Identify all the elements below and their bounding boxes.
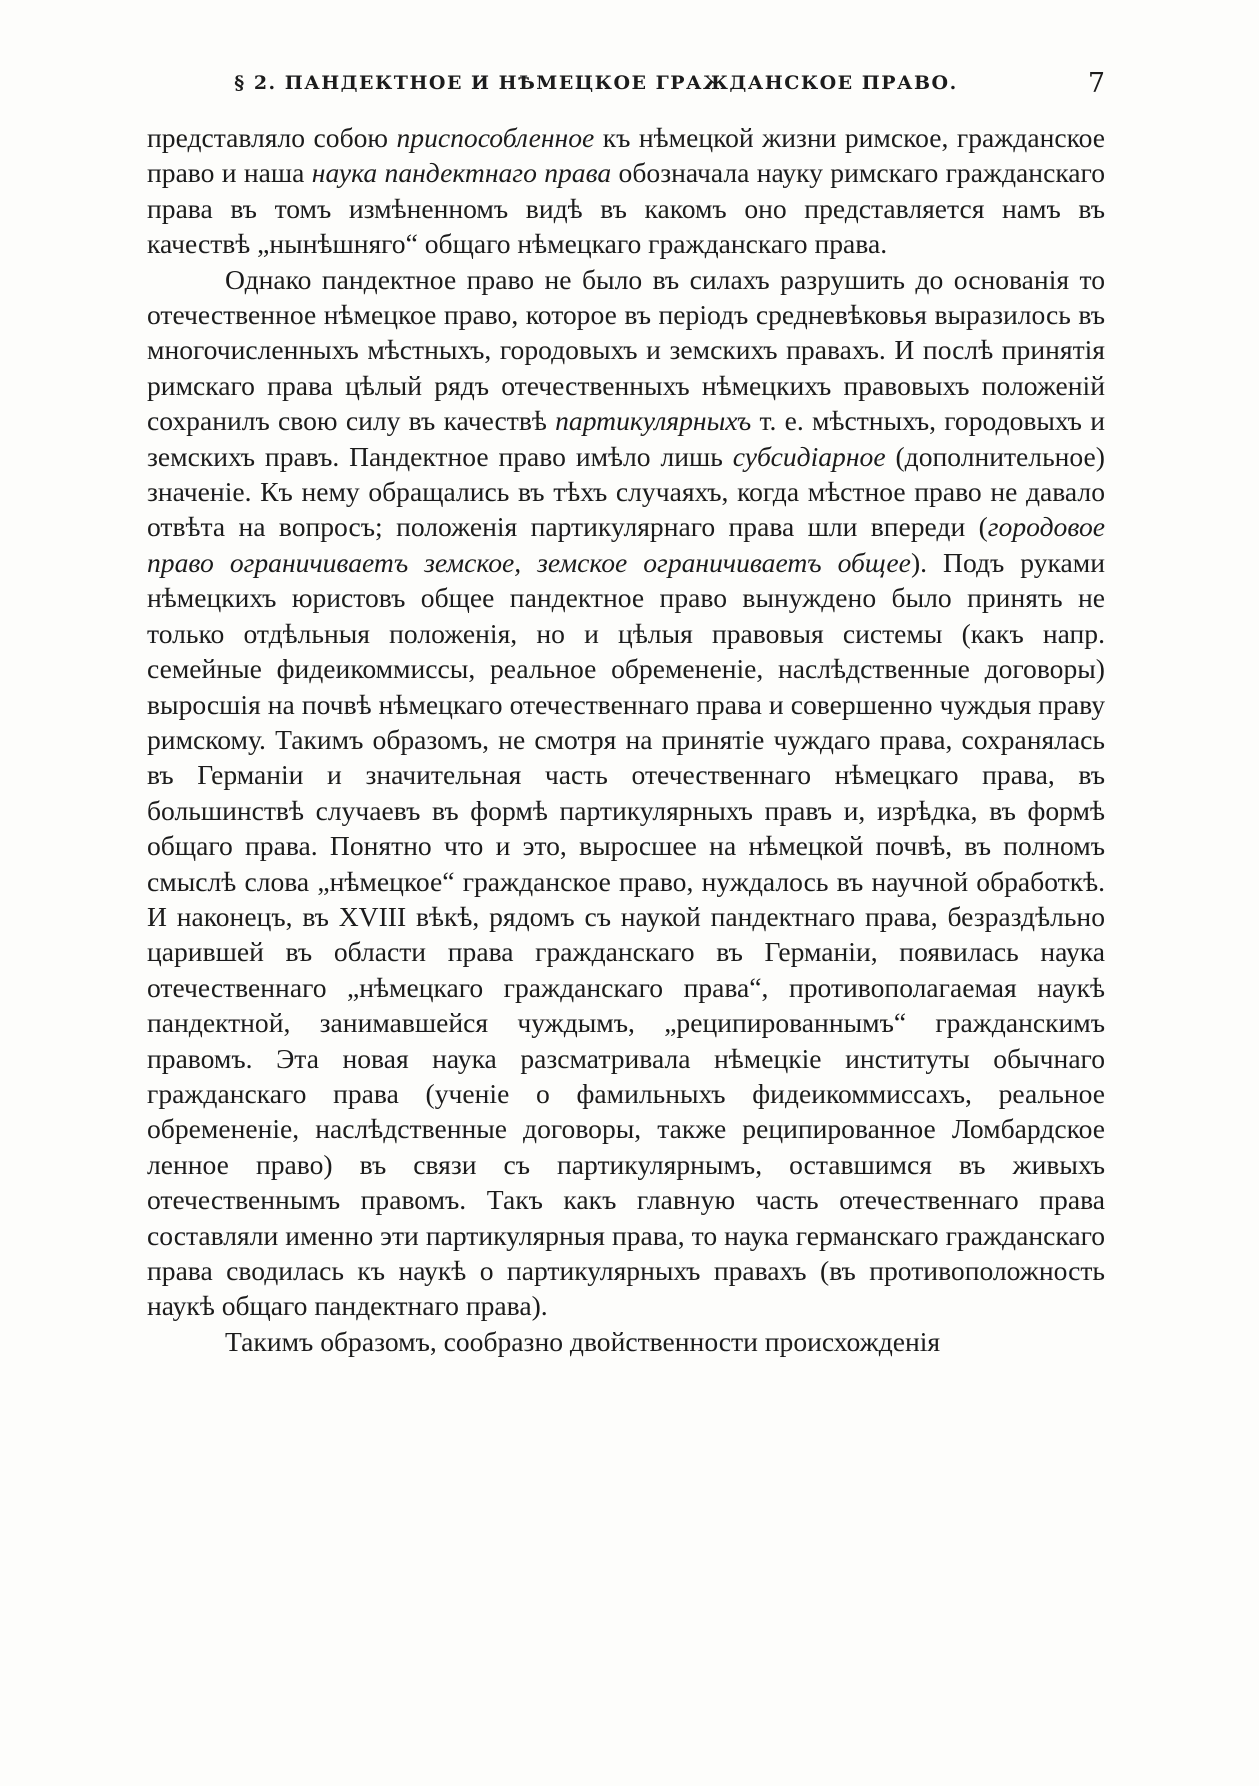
text-run: Такимъ образомъ, сообразно двойственности происхожденія [225,1325,941,1357]
paragraph-2 [147,262,1105,1324]
emphasis: субсидіарное [732,440,886,472]
running-head [147,72,1045,94]
book-page [147,66,1105,1359]
section-sign: § 2. [234,72,277,94]
text-run: къ нѣмецкой жизни римское, гражданское право и наша [147,122,1105,189]
text-run: представляло собою [147,122,397,153]
paragraph-3 [147,1324,1105,1359]
running-title: ПАНДЕКТНОЕ И НѢМЕЦКОЕ ГРАЖДАНСКОЕ ПРАВО. [284,72,958,94]
text-run: ). Подъ руками нѣмецкихъ юристовъ общее пандектное право вынуждено было принять не только отдѣльныя положенія, но и цѣлыя правовыя системы (какъ напр. семейные фидеикоммиссы, реальное обремененіе, наслѣдственные договоры) выросшія на почвѣ нѣмецкаго отечественнаго права и совершенно чуждыя праву римскому. Такимъ образомъ, не смотря на принятіе чуждаго права, сохранялась въ Германіи и значительная часть отечественнаго нѣмецкаго права, въ большинствѣ случаевъ въ формѣ партикулярныхъ правъ и, изрѣдка, въ формѣ общаго права. Понятно что и это, выросшее на нѣмецкой почвѣ, въ полномъ смыслѣ слова „нѣмецкое“ гражданское право, нуждалось въ научной обработкѣ. И наконецъ, въ XVIII вѣкѣ, рядомъ съ наукой пандектнаго права, безраздѣльно царившей въ области права гражданскаго въ Германіи, появилась наука отечественнаго „нѣмецкаго гражданскаго права“, противополагаемая наукѣ пандектной, занимавшейся чуждымъ, „реципированнымъ“ гражданскимъ правомъ. Эта новая наука разсматривала нѣмецкіе институты обычнаго гражданскаго права (ученіе о фамильныхъ фидеикоммиссахъ, реальное обремененіе, наслѣдственные договоры, также реципированное Ломбардское ленное право) въ связи съ партикулярнымъ, оставшимся въ живыхъ отечественнымъ правомъ. Такъ какъ главную часть отечественнаго права составляли именно эти партикулярныя права, то наука германскаго гражданскаго права сводилась къ наукѣ о партикулярныхъ правахъ (въ противоположность наукѣ общаго пандектнаго права). [147,546,1105,1322]
text-run: обозначала науку римскаго гражданскаго права въ томъ измѣненномъ видѣ въ какомъ оно представляется намъ въ качествѣ „нынѣшняго“ общаго нѣмецкаго гражданскаго права. [147,157,1105,260]
emphasis: городовое право ограничиваетъ земское, земское ограничиваетъ общее [147,511,1105,578]
emphasis: приспособленное [396,122,595,153]
page-header [147,66,1105,114]
text-run: (дополнительное) значеніе. Къ нему обращались въ тѣхъ случаяхъ, когда мѣстное право не давало отвѣта на вопросъ; положенія партикулярнаго права шли впереди ( [147,440,1105,543]
emphasis: наука пандектнаго права [311,157,612,189]
text-run: т. е. мѣстныхъ, городовыхъ и земскихъ правъ. Пандектное право имѣло лишь [147,405,1105,472]
body-text [147,120,1105,1359]
paragraph-1 [147,120,1105,262]
emphasis: партикулярныхъ [555,405,752,437]
text-run: Однако пандектное право не было въ силахъ разрушить до основанія то отечественное нѣмецкое право, которое въ періодъ средневѣковья выразилось въ многочисленныхъ мѣстныхъ, городовыхъ и земскихъ правахъ. И послѣ принятія римскаго права цѣлый рядъ отечественныхъ нѣмецкихъ правовыхъ положеній сохранилъ свою силу въ качествѣ [147,263,1105,437]
page-number: 7 [1087,68,1105,99]
